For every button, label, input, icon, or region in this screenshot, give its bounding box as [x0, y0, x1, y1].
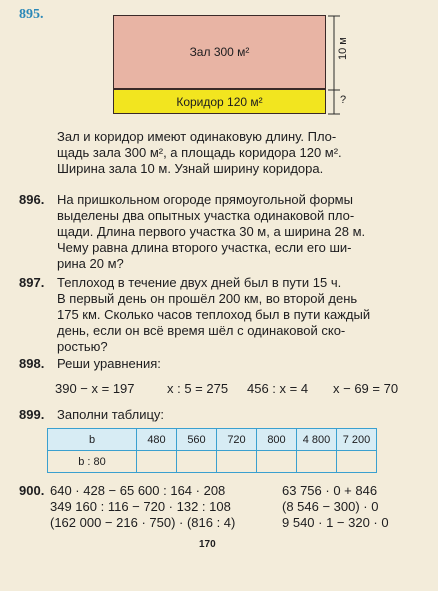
- problem-number-900: 900.: [19, 483, 45, 498]
- table-cell: 7 200: [337, 429, 377, 451]
- problem-899-title: Заполни таблицу:: [57, 407, 165, 422]
- text-line: выделены два опытных участка одинаковой пло-: [57, 208, 355, 223]
- table-cell: 4 800: [297, 429, 337, 451]
- text-line: рина 20 м?: [57, 256, 124, 271]
- table-cell: 480: [137, 429, 177, 451]
- dimension-lines: [326, 10, 350, 120]
- hall-label: Зал 300 м²: [189, 45, 250, 59]
- problem-number-895: 895.: [19, 7, 44, 22]
- problem-900-left: [50, 483, 235, 531]
- expression: 349 160 : 116 − 720 · 132 : 108: [50, 499, 231, 514]
- problem-895-text: [57, 129, 342, 177]
- table-row: [48, 429, 377, 451]
- table-cell: 800: [257, 429, 297, 451]
- text-line: 175 км. Сколько часов теплоход был в пути каждый: [57, 307, 371, 322]
- problem-896-text: [57, 192, 365, 272]
- table-cell-empty: [217, 451, 257, 473]
- page-number: 170: [199, 539, 216, 550]
- table-cell-empty: [297, 451, 337, 473]
- equation: x − 69 = 70: [333, 381, 399, 396]
- table-cell-empty: [137, 451, 177, 473]
- hall-rectangle: [113, 15, 326, 89]
- problem-number-899: 899.: [19, 407, 45, 422]
- expression: 640 · 428 − 65 600 : 164 · 208: [50, 483, 226, 498]
- text-line: ростью?: [57, 339, 108, 354]
- text-line: Ширина зала 10 м. Узнай ширину коридора.: [57, 161, 324, 176]
- table-cell: 560: [177, 429, 217, 451]
- problem-898-title: Реши уравнения:: [57, 356, 161, 371]
- text-line: Зал и коридор имеют одинаковую длину. Пло-: [57, 129, 337, 144]
- value-table: [47, 428, 377, 473]
- text-line: Чему равна длина второго участка, если его ши-: [57, 240, 352, 255]
- problem-number-896: 896.: [19, 192, 45, 207]
- expression: (162 000 − 216 · 750) · (816 : 4): [50, 515, 236, 530]
- equation: 390 − x = 197: [55, 381, 135, 396]
- table-row: [48, 451, 377, 473]
- equation: x : 5 = 275: [167, 381, 229, 396]
- expression: 9 540 · 1 − 320 · 0: [282, 515, 389, 530]
- problem-900-right: [282, 483, 389, 531]
- corridor-rectangle: [113, 89, 326, 114]
- text-line: На пришкольном огороде прямоугольной формы: [57, 192, 353, 207]
- table-cell-empty: [337, 451, 377, 473]
- expression: 63 756 · 0 + 846: [282, 483, 378, 498]
- text-line: щади. Длина первого участка 30 м, а ширина 28 м.: [57, 224, 366, 239]
- corridor-label: Коридор 120 м²: [176, 94, 263, 109]
- problem-number-897: 897.: [19, 275, 45, 290]
- text-line: В первый день он прошёл 200 км, во второй день: [57, 291, 358, 306]
- table-header-b: b: [48, 429, 137, 451]
- text-line: щадь зала 300 м², а площадь коридора 120 м².: [57, 145, 342, 160]
- table-cell: 720: [217, 429, 257, 451]
- equation: 456 : x = 4: [247, 381, 309, 396]
- text-line: Теплоход в течение двух дней был в пути 15 ч.: [57, 275, 342, 290]
- unknown-width-label: ?: [340, 94, 347, 106]
- problem-number-898: 898.: [19, 356, 45, 371]
- table-cell-empty: [177, 451, 217, 473]
- width-label: 10 м: [337, 37, 349, 60]
- text-line: день, если он всё время шёл с одинаковой ско-: [57, 323, 346, 338]
- problem-897-text: [57, 275, 370, 355]
- table-header-b-div-80: b : 80: [48, 451, 137, 473]
- expression: (8 546 − 300) · 0: [282, 499, 379, 514]
- table-cell-empty: [257, 451, 297, 473]
